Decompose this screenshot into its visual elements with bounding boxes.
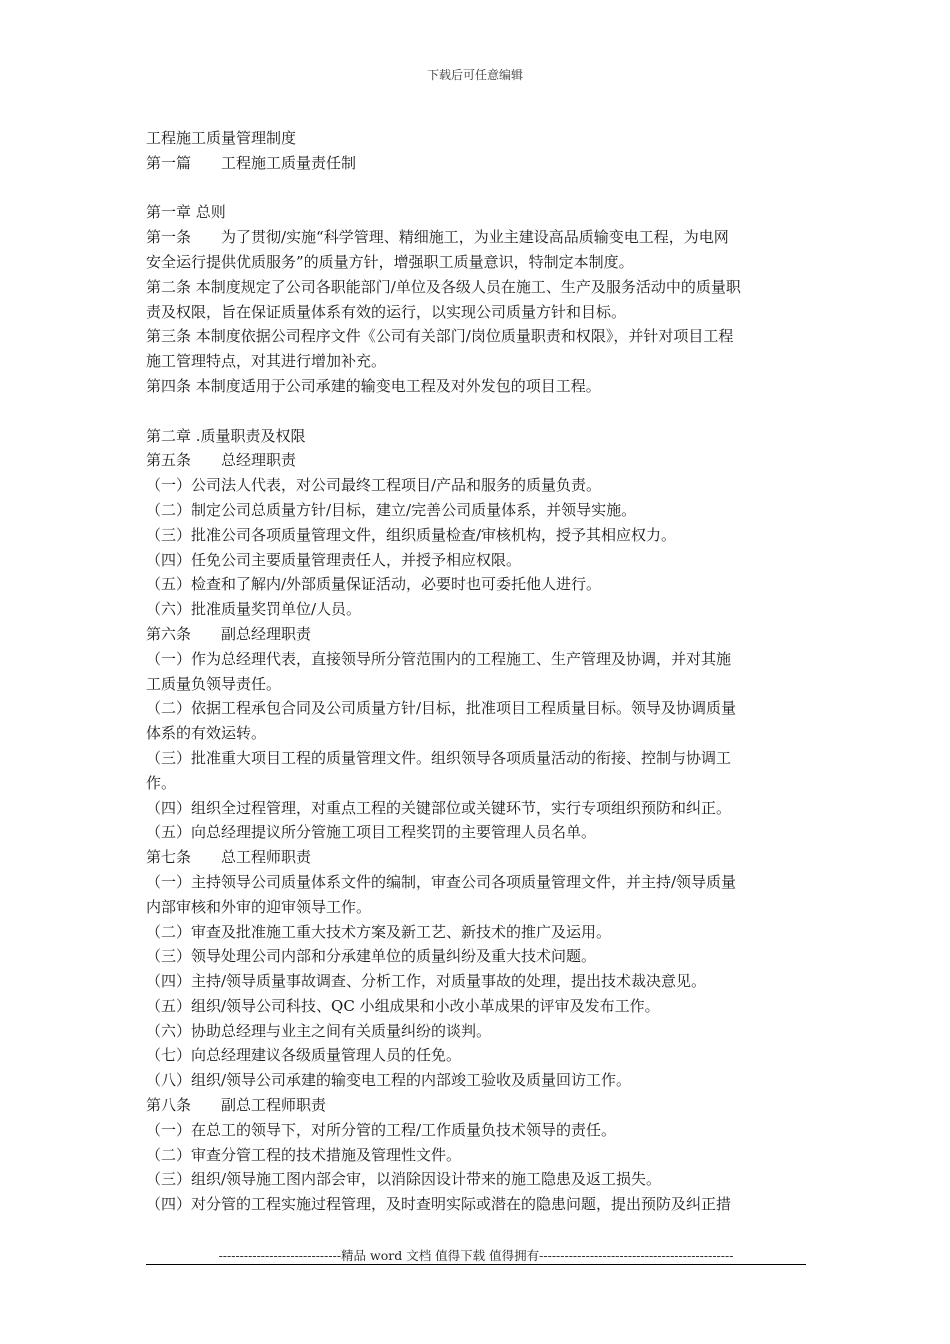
text-line: 施工管理特点，对其进行增加补充。 (146, 352, 387, 371)
text-line: （二）依据工程承包合同及公司质量方针/目标，批准项目工程质量目标。领导及协调质量 (146, 699, 737, 718)
text-line: 安全运行提供优质服务”的质量方针，增强职工质量意识，特制定本制度。 (146, 252, 634, 271)
page-footer-text: -----------------------------精品 word 文档 值得下载 值得拥有---------------------------------------------- (218, 1248, 734, 1263)
text-line: （二）审查分管工程的技术措施及管理性文件。 (146, 1145, 462, 1164)
text-line: （三）批准公司各项质量管理文件，组织质量检查/审核机构，授予其相应权力。 (146, 525, 677, 544)
text-line: 作。 (146, 773, 177, 792)
text-line: 第三条 本制度依据公司程序文件《公司有关部门/岗位质量职责和权限》，并针对项目工程 (146, 327, 734, 346)
part-title: 第一篇 工程施工质量责任制 (146, 153, 357, 172)
text-line: （五）向总经理提议所分管施工项目工程奖罚的主要管理人员名单。 (146, 823, 597, 842)
spacer (146, 399, 816, 424)
text-line: （五）组织/领导公司科技、QC 小组成果和小改小革成果的评审及发布工作。 (146, 996, 660, 1015)
text-line: （五）检查和了解内/外部质量保证活动，必要时也可委托他人进行。 (146, 575, 602, 594)
spacer (146, 176, 816, 201)
text-line: 第七条 总工程师职责 (146, 848, 312, 867)
document-title: 工程施工质量管理制度 (146, 129, 297, 147)
text-line: （一）公司法人代表，对公司最终工程项目/产品和服务的质量负责。 (146, 476, 602, 495)
footer-divider (146, 1264, 806, 1265)
text-line: （一）主持领导公司质量体系文件的编制，审查公司各项质量管理文件，并主持/领导质量 (146, 872, 737, 891)
text-line: （八）组织/领导公司承建的输变电工程的内部竣工验收及质量回访工作。 (146, 1071, 632, 1090)
text-line: （二）审查及批准施工重大技术方案及新工艺、新技术的推广及运用。 (146, 922, 612, 941)
document-body (146, 126, 816, 1217)
chapter-heading: 第一章 总则 (146, 203, 226, 222)
text-line: （四）对分管的工程实施过程管理，及时查明实际或潜在的隐患问题，提出预防及纠正措 (146, 1195, 732, 1214)
text-line: 责及权限，旨在保证质量体系有效的运行，以实现公司质量方针和目标。 (146, 302, 627, 321)
text-line: 体系的有效运转。 (146, 724, 267, 743)
text-line: （四）组织全过程管理，对重点工程的关键部位或关键环节，实行专项组织预防和纠正。 (146, 798, 732, 817)
text-line: （三）组织/领导施工图内部会审，以消除因设计带来的施工隐患及返工损失。 (146, 1170, 662, 1189)
text-line: 第八条 副总工程师职责 (146, 1096, 327, 1115)
chapter-heading: 第二章 .质量职责及权限 (146, 426, 306, 445)
text-line: （三）批准重大项目工程的质量管理文件。组织领导各项质量活动的衔接、控制与协调工 (146, 748, 732, 767)
text-line: 第一条 为了贯彻/实施“科学管理、精细施工，为业主建设高品质输变电工程，为电网 (146, 228, 729, 247)
text-line: （四）主持/领导质量事故调查、分析工作，对质量事故的处理，提出技术裁决意见。 (146, 972, 707, 991)
text-line: （四）任免公司主要质量管理责任人，并授予相应权限。 (146, 550, 522, 569)
text-line: 内部审核和外审的迎审领导工作。 (146, 897, 372, 916)
text-line: （二）制定公司总质量方针/目标，建立/完善公司质量体系，并领导实施。 (146, 500, 637, 519)
text-line: 第六条 副总经理职责 (146, 624, 312, 643)
text-line: （六）批准质量奖罚单位/人员。 (146, 600, 362, 619)
text-line: 工质量负领导责任。 (146, 674, 282, 693)
text-line: 第四条 本制度适用于公司承建的输变电工程及对外发包的项目工程。 (146, 376, 601, 395)
text-line: （一）在总工的领导下，对所分管的工程/工作质量负技术领导的责任。 (146, 1120, 617, 1139)
text-line: 第二条 本制度规定了公司各职能部门/单位及各级人员在施工、生产及服务活动中的质量职 (146, 277, 741, 296)
text-line: 第五条 总经理职责 (146, 451, 297, 470)
text-line: （六）协助总经理与业主之间有关质量纠纷的谈判。 (146, 1021, 492, 1040)
text-line: （七）向总经理建议各级质量管理人员的任免。 (146, 1046, 462, 1065)
page-header-note: 下载后可任意编辑 (426, 68, 523, 82)
text-line: （一）作为总经理代表，直接领导所分管范围内的工程施工、生产管理及协调，并对其施 (146, 649, 732, 668)
text-line: （三）领导处理公司内部和分承建单位的质量纠纷及重大技术问题。 (146, 947, 597, 966)
